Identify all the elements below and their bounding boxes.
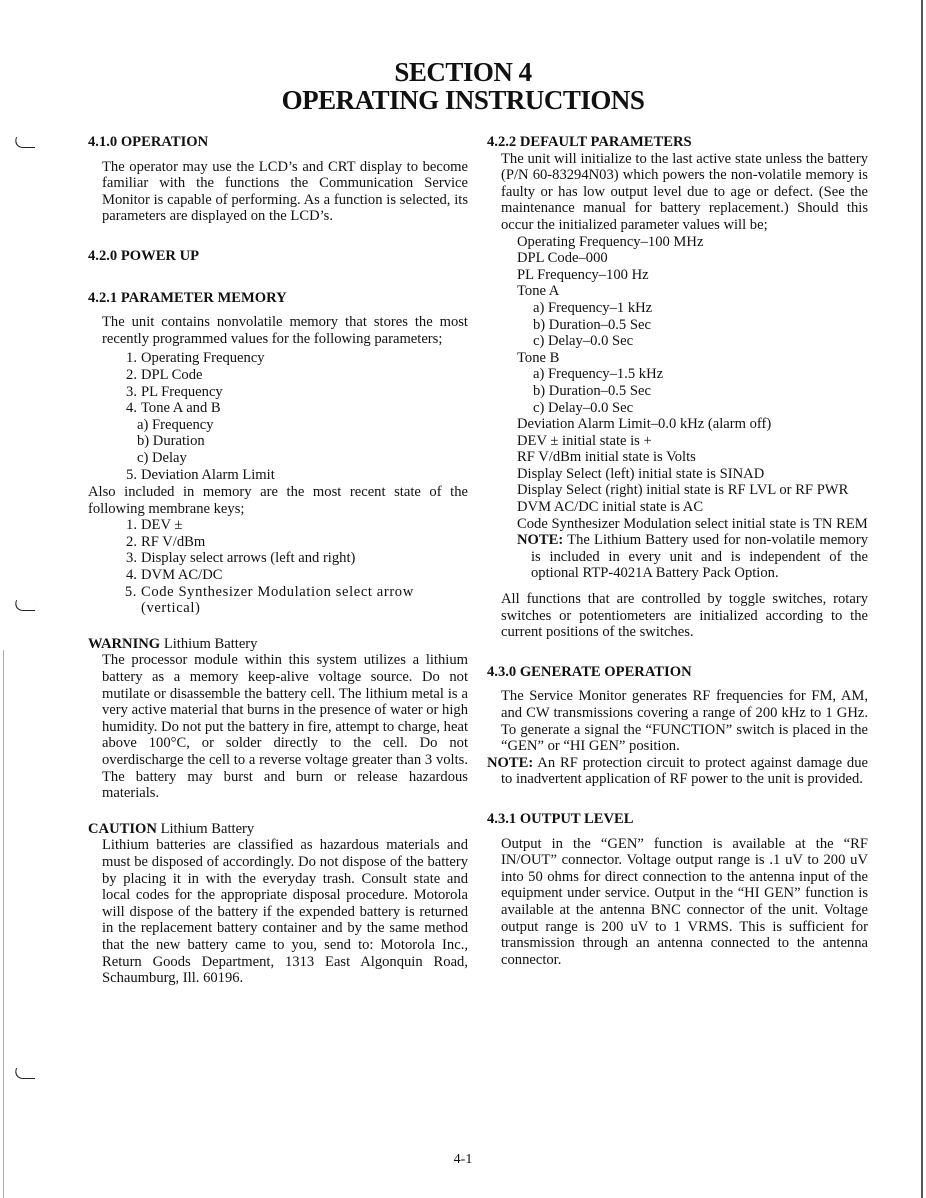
list-item: Tone A xyxy=(517,283,560,300)
warning-heading: WARNING Lithium Battery xyxy=(88,635,258,652)
right-column xyxy=(487,134,868,968)
list-item: Deviation Alarm Limit–0.0 kHz (alarm off) xyxy=(517,416,772,433)
default-values-list xyxy=(487,234,868,582)
list-item: 1. DEV ± xyxy=(126,517,183,534)
binder-mark-bottom xyxy=(12,1068,39,1079)
section-heading: SECTION 4 xyxy=(394,57,532,87)
default-paragraph: The unit will initialize to the last active state unless the battery (P/N 60-83294N03) which powers the non-volatile memory is faulty or has low output level due to age or defect. (See the maintenance manual for battery replacement.) Should this occur the initialized parameter values will be; xyxy=(501,150,868,233)
output-level-paragraph: Output in the “GEN” function is available at the “RF IN/OUT” connector. Voltage output range is .1 uV to 200 uV into 50 ohms for direct connection to the antenna input of the equipment under service. Output in the “HI GEN” function is available at the antenna BNC connector of the unit. Voltage output range is 200 uV to 1 VRMS. This is sufficient for transmission through an antenna connected to the antenna connector. xyxy=(501,835,868,968)
list-item: 5. Code Synthesizer Modulation select arrow (vertical) xyxy=(124,583,414,617)
list-subitem: b) Duration–0.5 Sec xyxy=(533,316,651,333)
list-item: 2. DPL Code xyxy=(126,366,203,383)
warning-paragraph: The processor module within this system utilizes a lithium battery as a memory keep-alive voltage source. Do not mutilate or disassemble the battery cell. The lithium metal is a very active material that burns in the presence of water or high humidity. Do not put the battery in fire, attempt to charge, heat above 100°C, or solder directly to the cell. Do not overdischarge the cell to a reverse voltage greater than 3 volts. The battery may burst and burn or release hazardous materials. xyxy=(102,652,468,802)
list-item: RF V/dBm initial state is Volts xyxy=(517,449,696,466)
page-number: 4-1 xyxy=(453,1152,473,1167)
parameter-intro: The unit contains nonvolatile memory that stores the most recently programmed values for the following parameters; xyxy=(102,314,468,347)
heading-output-level: 4.3.1 OUTPUT LEVEL xyxy=(487,810,634,827)
heading-power-up: 4.2.0 POWER UP xyxy=(88,247,200,264)
heading-default-parameters: 4.2.2 DEFAULT PARAMETERS xyxy=(487,134,692,150)
list-item: Display Select (right) initial state is RF LVL or RF PWR xyxy=(517,482,849,499)
list-subitem: c) Delay xyxy=(137,449,187,466)
list-subitem: c) Delay–0.0 Sec xyxy=(533,333,634,350)
list-item: Code Synthesizer Modulation select initial state is TN REM xyxy=(517,515,868,532)
list-subitem: a) Frequency xyxy=(137,416,214,433)
page-edge-left xyxy=(3,650,4,1198)
list-item: PL Frequency–100 Hz xyxy=(517,266,649,283)
list-subitem: a) Frequency–1.5 kHz xyxy=(533,366,664,383)
binder-mark-middle xyxy=(12,600,39,611)
list-item: 4. DVM AC/DC xyxy=(126,567,223,584)
parameter-list xyxy=(88,350,468,483)
list-item: 1. Operating Frequency xyxy=(126,350,265,367)
left-column xyxy=(88,134,468,987)
page-title: OPERATING INSTRUCTIONS xyxy=(281,85,645,115)
list-subitem: b) Duration xyxy=(137,433,205,450)
toggle-switch-paragraph: All functions that are controlled by toggle switches, rotary switches or potentiometers are initialized according to the current positions of the switches. xyxy=(501,591,868,641)
heading-operation: 4.1.0 OPERATION xyxy=(88,134,209,150)
heading-parameter-memory: 4.2.1 PARAMETER MEMORY xyxy=(88,289,287,306)
list-item: Display Select (left) initial state is SINAD xyxy=(517,465,765,482)
page-edge-right xyxy=(921,0,923,1198)
list-item: DEV ± initial state is + xyxy=(517,432,652,449)
list-item: 4. Tone A and B xyxy=(126,400,221,417)
list-item: 3. Display select arrows (left and right) xyxy=(126,550,356,567)
list-item: Operating Frequency–100 MHz xyxy=(517,233,704,250)
list-item: 5. Deviation Alarm Limit xyxy=(126,466,275,483)
membrane-keys-list xyxy=(88,517,468,617)
list-subitem: c) Delay–0.0 Sec xyxy=(533,399,634,416)
list-item: Tone B xyxy=(517,349,560,366)
rf-protection-note: NOTE: An RF protection circuit to protect against damage due to inadvertent application of RF power to the unit is provided. xyxy=(487,754,868,788)
battery-note: NOTE: The Lithium Battery used for non-volatile memory is included in every unit and is independent of the optional RTP-4021A Battery Pack Option. xyxy=(517,532,868,582)
list-item: 2. RF V/dBm xyxy=(126,533,206,550)
caution-paragraph: Lithium batteries are classified as hazardous materials and must be disposed of accordingly. Do not dispose of the battery by placing it in with the everyday trash. Consult state and local codes for the appropriate disposal procedure. Motorola will dispose of the battery if the expended battery is returned in the replacement battery container and by the same method that the new battery came to you, send to: Motorola Inc., Return Goods Department, 1313 East Algonquin Road, Schaumburg, Ill. 60196. xyxy=(102,837,468,987)
list-subitem: a) Frequency–1 kHz xyxy=(533,299,653,316)
list-item: DPL Code–000 xyxy=(517,250,608,267)
generate-paragraph: The Service Monitor generates RF frequencies for FM, AM, and CW transmissions covering a range of 200 kHz to 1 GHz. To generate a signal the “FUNCTION” switch is placed in the “GEN” or “HI GEN” position. xyxy=(501,688,868,755)
binder-mark-top xyxy=(12,137,39,148)
heading-generate-operation: 4.3.0 GENERATE OPERATION xyxy=(487,663,692,680)
list-item: 3. PL Frequency xyxy=(126,383,223,400)
list-item: DVM AC/DC initial state is AC xyxy=(517,499,704,516)
also-included-paragraph: Also included in memory are the most recent state of the following membrane keys; xyxy=(88,484,468,517)
caution-heading: CAUTION Lithium Battery xyxy=(88,820,255,837)
list-subitem: b) Duration–0.5 Sec xyxy=(533,382,651,399)
operation-paragraph: The operator may use the LCD’s and CRT display to become familiar with the functions the Communication Service Monitor is capable of performing. As a function is selected, its parameters are displayed on the LCD’s. xyxy=(102,158,468,225)
